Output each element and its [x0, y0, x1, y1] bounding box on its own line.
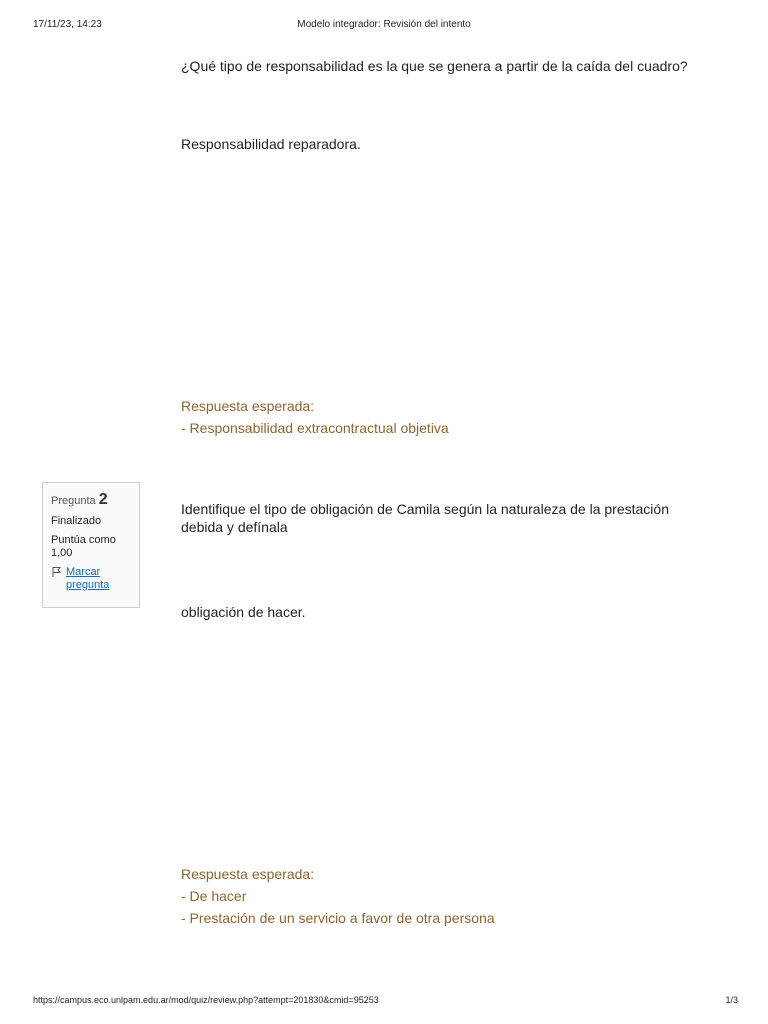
feedback-line: - Responsabilidad extracontractual objetiva [181, 420, 449, 436]
feedback-label: Respuesta esperada: [181, 398, 315, 414]
question-1-answer: Responsabilidad reparadora. [181, 136, 361, 152]
question-2-text: Identifique el tipo de obligación de Camila según la naturaleza de la prestación debida y defínala [181, 501, 669, 535]
print-page-number: 1/3 [725, 995, 738, 1005]
flag-question-link[interactable] [51, 566, 131, 592]
question-2-info [42, 482, 140, 608]
question-1-feedback [181, 398, 701, 442]
print-page-title: Modelo integrador: Revisión del intento [297, 19, 471, 30]
question-status: Finalizado [51, 515, 102, 527]
feedback-line: - Prestación de un servicio a favor de otra persona [181, 910, 495, 926]
print-url: https://campus.eco.unlpam.edu.ar/mod/quiz/review.php?attempt=201830&cmid=95253 [33, 995, 379, 1005]
print-datetime: 17/11/23, 14:23 [33, 19, 102, 30]
question-score: Puntúa como 1,00 [51, 534, 116, 559]
question-2-answer: obligación de hacer. [181, 604, 306, 620]
question-1-text: ¿Qué tipo de responsabilidad es la que se genera a partir de la caída del cuadro? [181, 58, 688, 74]
question-number [51, 491, 131, 509]
flag-question-label[interactable]: Marcar pregunta [66, 566, 110, 591]
question-label: Pregunta [51, 495, 96, 507]
feedback-line: - De hacer [181, 888, 247, 904]
flag-icon [51, 566, 63, 578]
feedback-label: Respuesta esperada: [181, 866, 315, 882]
question-number-value: 2 [98, 491, 108, 508]
question-2-feedback [181, 866, 701, 932]
